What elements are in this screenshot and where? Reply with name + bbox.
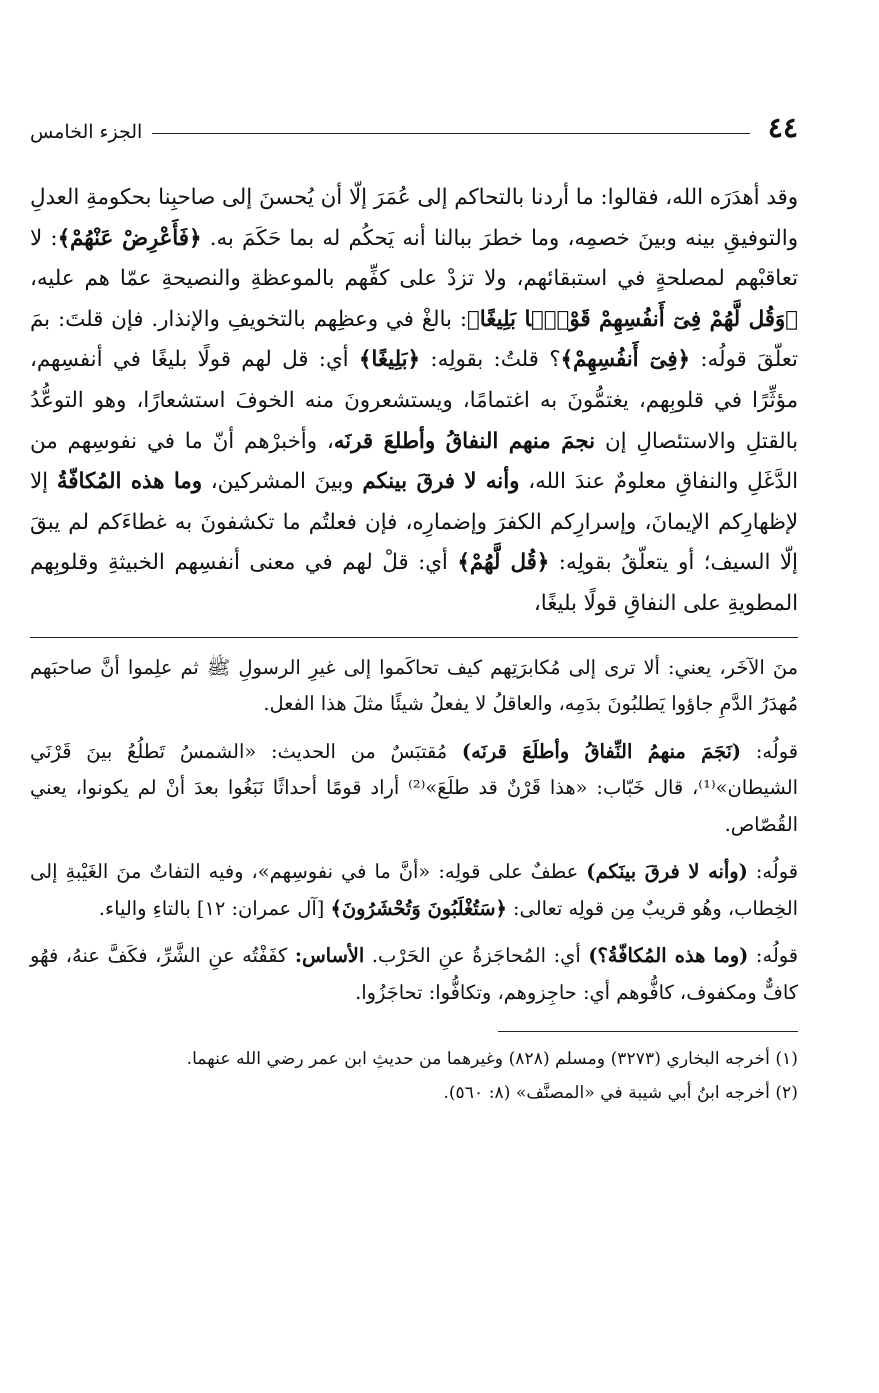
footnote: (٢) أخرجه ابنُ أبي شيبة في «المصنَّف» (٨: ٥٦٠). — [443, 1083, 798, 1104]
quran-verse: ﴿سَتُغْلَبُونَ وَتُحْشَرُونَ﴾ — [330, 896, 507, 920]
commentary-paragraph: قولُه: (وما هذه المُكافّةُ؟) أي: المُحاجَزةُ عنِ الحَرْب. الأساس: كفَفْتُه عنِ الشَّرِّ، فكَفَّ عنهُ، فهُو كافٌّ ومكفوف، كافُّوهم أي: حاجِزوهم، وتكافُّوا: تحاجَزُوا. — [30, 944, 799, 1004]
bold-phrase: وأنه لا فرقَ بينكم — [362, 469, 520, 495]
header-rule — [152, 133, 750, 134]
quran-verse: ﴿فَأَعْرِضْ عَنْهُمْ﴾ — [57, 225, 202, 251]
quran-verse: ﴿بَلِيغًا﴾ — [358, 347, 421, 373]
main-paragraph: وقد أهدَرَه الله، فقالوا: ما أردنا بالتحاكم إلى عُمَرَ إلّا أن يُحسنَ إلى صاحبِنا بحكومةِ العدلِ والتوفيقِ بينه وبينَ خصمِه، وما خطرَ ببالنا أنه يَحكُم له بما حَكَمَ به. ﴿فَأَعْرِضْ عَنْهُمْ﴾: لا تعاقبْهم لمصلحةٍ في استبقائهم، ولا تزدْ على كفِّهم بالموعظةِ والنصيحةِ عمّا هم عليه، ﴿وَقُل لَّهُمْ فِىٓ أَنفُسِهِمْ قَوْلًۢا بَلِيغًا﴾: بالغْ في وعظِهم بالتخويفِ والإنذار. فإن قلتَ: بمَ تعلّقَ قولُه: ﴿فِىٓ أَنفُسِهِمْ﴾؟ قلتُ: بقولِه: ﴿بَلِيغًا﴾ أي: قل لهم قولًا بليغًا في أنفسِهم، مؤثِّرًا في قلوبِهم، يغتمُّونَ به اغتمامًا، ويستشعرونَ منه الخوفَ استشعارًا، وهو التوعُّدُ بالقتلِ والاستئصالِ إن نجمَ منهم النفاقُ وأطلعَ قرنَه، وأخبرْهم أنّ ما في نفوسِهم من الدَّغَلِ والنفاقِ معلومٌ عندَ الله، وأنه لا فرقَ بينكم وبينَ المشركين، وما هذه المُكافّةُ إلا لإظهارِكم الإيمانَ، وإسرارِكم الكفرَ وإضمارِه، فإن فعلتُم ما تكشفونَ به غطاءَكم لم يبقَ إلّا السيف؛ أو يتعلّقُ بقولِه: ﴿قُل لَّهُمْ﴾ أي: قلْ لهم في معنى أنفسِهم الخبيثةِ وقلوبِهم المطويةِ على النفاقِ قولًا بليغًا، — [30, 185, 799, 616]
page-header — [30, 96, 798, 148]
commentary — [30, 650, 798, 1012]
main-text — [30, 178, 798, 625]
running-title: الجزء الخامس — [30, 121, 143, 143]
quran-verse: ﴿فِىٓ أَنفُسِهِمْ﴾ — [560, 347, 690, 373]
commentary-paragraph: قولُه: (وأنه لا فرقَ بينَكم) عطفٌ على قولِه: «أنَّ ما في نفوسِهم»، وفيه التفاتٌ منَ الغَيْبةِ إلى الخِطاب، وهُو قريبٌ مِن قولِه تعالى: ﴿سَتُغْلَبُونَ وَتُحْشَرُونَ﴾ [آل عمران: ١٢] بالتاءِ والياء. — [30, 860, 798, 920]
quran-verse: ﴿قُل لَّهُمْ﴾ — [457, 550, 550, 576]
footnote: (١) أخرجه البخاري (٣٢٧٣) ومسلم (٨٢٨) وغيرهما من حديثِ ابن عمر رضي الله عنهما. — [186, 1049, 798, 1070]
quran-verse: ﴿وَقُل لَّهُمْ فِىٓ أَنفُسِهِمْ قَوْلًۢا بَلِيغًا﴾ — [467, 306, 798, 332]
bold-phrase: وما هذه المُكافّةُ — [56, 469, 202, 495]
book-page — [30, 96, 798, 1376]
commentary-paragraph: منَ الآخَر، يعني: ألا ترى إلى مُكابرَتِهم كيف تحاكَموا إلى غيرِ الرسولِ ﷺ ثم علِموا أنَّ صاحبَهم مُهدَرُ الدَّمِ جاؤوا يَطلبُونَ بدَمِه، والعاقلُ لا يفعلُ شيئًا مثلَ هذا الفعل. — [30, 655, 798, 716]
footnote-divider — [498, 1031, 798, 1032]
commentary-divider — [30, 637, 798, 638]
commentary-paragraph: قولُه: (نَجَمَ منهمُ النِّفاقُ وأطلَعَ قرنَه) مُقتبَسٌ من الحديث: «الشمسُ تَطلُعُ بينَ قَرْنَي الشيطان»⁽¹⁾، قال خَبّاب: «هذا قَرْنٌ قد طلَعَ»⁽²⁾ أراد قومًا أحداثًا نَبَغُوا بعدَ أنْ لم يكونوا، يعني القُصّاص. — [30, 739, 798, 836]
page-number: ٤٤ — [767, 111, 798, 144]
bold-phrase: نجمَ منهم النفاقُ وأطلعَ قرنَه — [333, 428, 596, 454]
footnotes — [30, 1042, 798, 1110]
